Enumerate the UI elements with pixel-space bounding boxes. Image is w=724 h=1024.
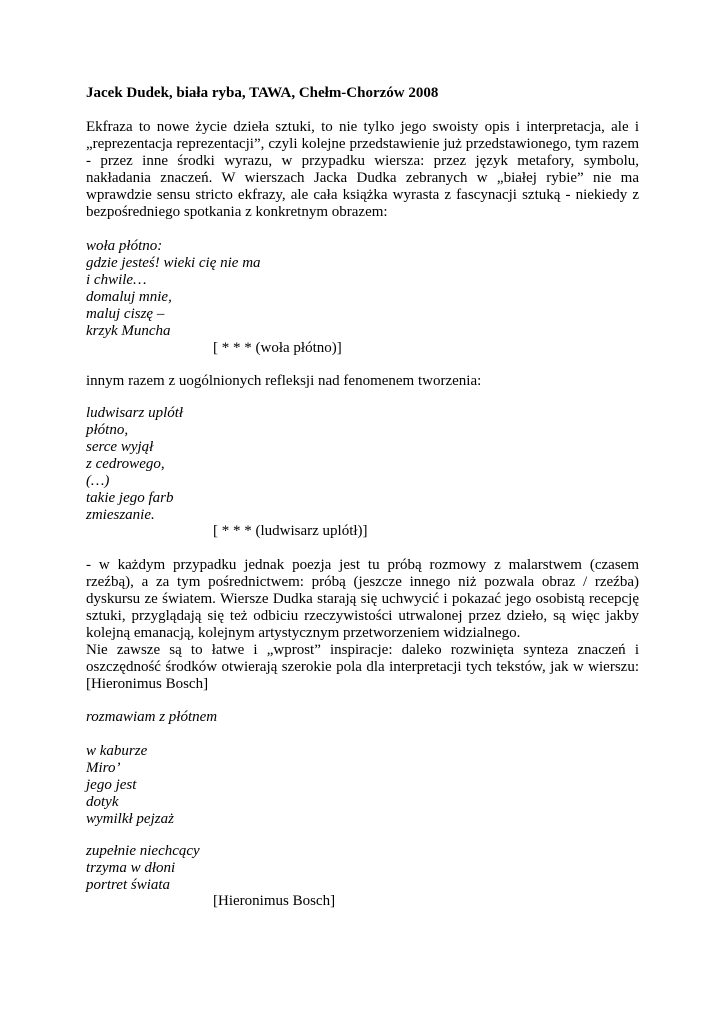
poem-line: trzyma w dłoni xyxy=(86,860,176,876)
paragraph-transition: innym razem z uogólnionych refleksji nad fenomenem tworzenia: xyxy=(86,373,482,389)
poem-line: maluj ciszę – xyxy=(86,306,165,322)
poem-bosch-stanza-3 xyxy=(86,843,200,894)
poem-line: płótno, xyxy=(86,422,129,438)
poem-line: (…) xyxy=(86,473,110,489)
poem-line: i chwile… xyxy=(86,272,147,288)
poem-line: jego jest xyxy=(86,777,137,793)
poem-caption: [ * * * (woła płótno)] xyxy=(213,340,342,356)
poem-line: zupełnie niechcący xyxy=(86,843,200,859)
poem-line: serce wyjął xyxy=(86,439,154,455)
poem-caption: [Hieronimus Bosch] xyxy=(213,893,336,909)
poem-wola-plotno xyxy=(86,238,261,340)
poem-line: woła płótno: xyxy=(86,238,163,254)
poem-line: zmieszanie. xyxy=(86,507,155,523)
poem-line: Miro’ xyxy=(86,760,121,776)
poem-line: wymilkł pejzaż xyxy=(86,811,174,827)
paragraph-discussion: - w każdym przypadku jednak poezja jest tu próbą rozmowy z malarstwem (czasem rzeźbą), a za tym pośrednictwem: próbą (jeszcze innego niż pozwala obraz / rzeźba) dyskursu ze światem. Wiersze Dudka starają się uchwycić i pokazać jego osobistą recepcję sztuki, przyglądają się też odbiciu rzeczywistości utrwalonej przez dzieło, są więc jakby kolejną emanacją, kolejnym artystycznym przetworzeniem widzialnego. xyxy=(86,557,639,641)
paragraph-intro: Ekfraza to nowe życie dzieła sztuki, to nie tylko jego swoisty opis i interpretacja, ale i „reprezentacja reprezentacji”, czyli kolejne przedstawienie już przedstawionego, tym razem - przez inne środki wyrazu, w przypadku wiersza: przez język metafory, symbolu, nakładania znaczeń. W wierszach Jacka Dudka zebranych w „białej rybie” nie ma wprawdzie sensu stricto ekfrazy, ale cała książka wyrasta z fascynacji sztuką - niekiedy z bezpośredniego spotkania z konkretnym obrazem: xyxy=(86,119,639,220)
poem-line: gdzie jesteś! wieki cię nie ma xyxy=(86,255,261,271)
poem-line: rozmawiam z płótnem xyxy=(86,709,218,725)
poem-bosch-stanza-2 xyxy=(86,743,174,828)
poem-line: z cedrowego, xyxy=(86,456,165,472)
poem-line: krzyk Muncha xyxy=(86,323,171,339)
poem-ludwisarz xyxy=(86,405,183,524)
poem-line: portret świata xyxy=(86,877,171,893)
poem-line: w kaburze xyxy=(86,743,148,759)
paragraph-interpretation: Nie zawsze są to łatwe i „wprost” inspiracje: daleko rozwinięta synteza znaczeń i oszczędność środków otwierają szerokie pola dla interpretacji tych tekstów, jak w wierszu: [Hieronimus Bosch] xyxy=(86,642,639,692)
poem-line: ludwisarz uplótł xyxy=(86,405,184,421)
poem-line: takie jego farb xyxy=(86,490,174,506)
poem-bosch-opening xyxy=(86,709,217,726)
document-title: Jacek Dudek, biała ryba, TAWA, Chełm-Chorzów 2008 xyxy=(86,85,439,101)
poem-caption: [ * * * (ludwisarz uplótł)] xyxy=(213,523,368,539)
poem-line: domaluj mnie, xyxy=(86,289,172,305)
poem-line: dotyk xyxy=(86,794,119,810)
